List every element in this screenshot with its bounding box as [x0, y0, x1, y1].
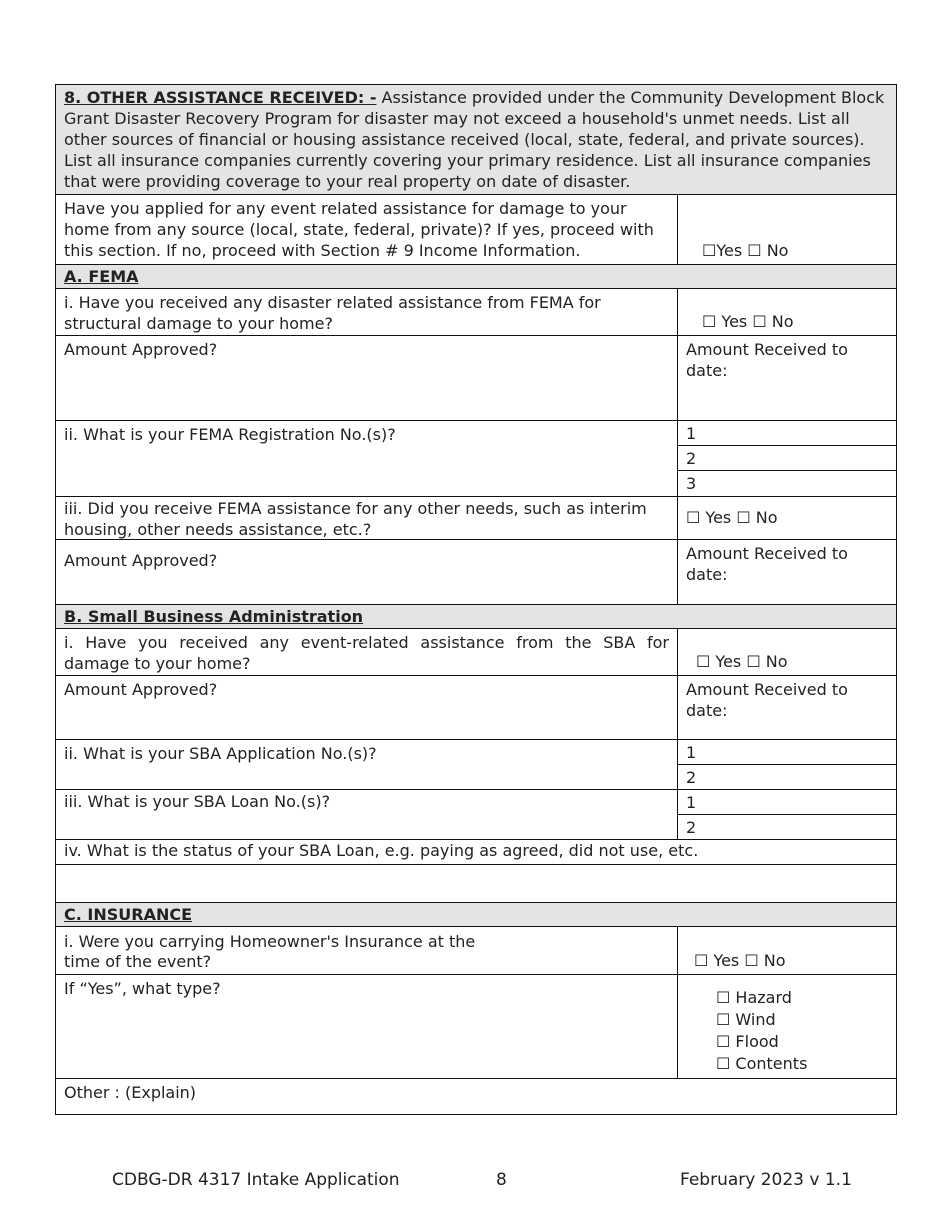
insurance-header-row — [56, 902, 896, 926]
sba-q3: iii. What is your SBA Loan No.(s)? — [56, 790, 678, 839]
sba-application-1[interactable]: 1 — [678, 740, 896, 765]
fema-header-row — [56, 264, 896, 288]
other-assistance-form — [55, 84, 897, 1115]
sba-loan-1[interactable]: 1 — [678, 790, 896, 815]
sba-q1-row — [56, 628, 896, 675]
insurance-other[interactable]: Other : (Explain) — [64, 1083, 197, 1102]
footer-page-number: 8 — [496, 1170, 507, 1190]
insurance-q1-line2: time of the event? — [64, 952, 212, 971]
fema-q3: iii. Did you receive FEMA assistance for any other needs, such as interim housing, other needs assistance, etc.? — [56, 497, 678, 539]
fema-registration-3[interactable]: 3 — [686, 474, 697, 493]
insurance-q1-row — [56, 926, 896, 974]
fema-header: A. FEMA — [64, 267, 139, 286]
section8-header-row — [56, 85, 896, 194]
applied-yes-no[interactable]: ☐Yes ☐ No — [702, 241, 789, 260]
fema-q1-row — [56, 288, 896, 335]
sba-amount-approved[interactable]: Amount Approved? — [56, 676, 678, 739]
applied-row — [56, 194, 896, 264]
sba-q2: ii. What is your SBA Application No.(s)? — [56, 740, 678, 789]
sba-amount-received[interactable]: Amount Received to date: — [686, 680, 848, 720]
footer-document-title: CDBG-DR 4317 Intake Application — [112, 1170, 400, 1190]
sba-q4: iv. What is the status of your SBA Loan, e.g. paying as agreed, did not use, etc. — [64, 841, 699, 860]
insurance-type-wind[interactable]: ☐ Wind — [716, 1010, 776, 1029]
insurance-type-flood[interactable]: ☐ Flood — [716, 1032, 779, 1051]
sba-q4-row — [56, 839, 896, 864]
fema-amount-received[interactable]: Amount Received to date: — [686, 340, 848, 380]
footer-version: February 2023 v 1.1 — [680, 1170, 852, 1190]
sba-loan-list — [678, 790, 896, 839]
fema-registration-2[interactable]: 2 — [678, 446, 896, 471]
applied-question: Have you applied for any event related assistance for damage to your home from any source (local, state, federal, private)? If yes, proceed with this section. If no, proceed with Section # 9 Income Information. — [56, 195, 678, 264]
insurance-header: C. INSURANCE — [64, 905, 193, 924]
insurance-q1-line1: i. Were you carrying Homeowner's Insurance at the — [64, 932, 476, 951]
insurance-other-row — [56, 1078, 896, 1114]
insurance-q1 — [56, 927, 678, 974]
insurance-type-hazard[interactable]: ☐ Hazard — [716, 988, 792, 1007]
fema-q3-yes-no[interactable]: ☐ Yes ☐ No — [686, 508, 778, 527]
sba-application-row — [56, 739, 896, 789]
fema-registration-list — [678, 421, 896, 496]
insurance-type-question: If “Yes”, what type? — [56, 975, 678, 1078]
fema-amount-approved-2[interactable]: Amount Approved? — [56, 540, 678, 604]
sba-loan-2[interactable]: 2 — [686, 818, 697, 837]
insurance-q1-yes-no[interactable]: ☐ Yes ☐ No — [694, 951, 786, 970]
fema-amount-row-2 — [56, 539, 896, 604]
insurance-type-row — [56, 974, 896, 1078]
fema-amount-row — [56, 335, 896, 420]
section8-intro: Assistance provided under the Community Development Block Grant Disaster Recovery Program for disaster may not exceed a household's unmet needs. List all other sources of financial or housing assistance received (local, state, federal, and private sources). List all insurance companies currently covering your primary residence. List all insurance companies that were providing coverage to your real property on date of disaster. — [64, 88, 885, 191]
sba-header: B. Small Business Administration — [64, 607, 364, 626]
insurance-type-list — [678, 975, 896, 1078]
fema-q1: i. Have you received any disaster related assistance from FEMA for structural damage to your home? — [56, 289, 678, 335]
fema-amount-approved[interactable]: Amount Approved? — [56, 336, 678, 420]
fema-q1-yes-no[interactable]: ☐ Yes ☐ No — [702, 312, 794, 331]
sba-status-answer[interactable] — [56, 865, 896, 902]
sba-application-list — [678, 740, 896, 789]
fema-registration-row — [56, 420, 896, 496]
sba-application-2[interactable]: 2 — [686, 768, 697, 787]
sba-amount-row — [56, 675, 896, 739]
sba-status-answer-row — [56, 864, 896, 902]
fema-q2: ii. What is your FEMA Registration No.(s)? — [56, 421, 678, 496]
fema-q3-row — [56, 496, 896, 539]
section8-title: 8. OTHER ASSISTANCE RECEIVED: - — [64, 88, 377, 107]
sba-loan-row — [56, 789, 896, 839]
sba-header-row — [56, 604, 896, 628]
insurance-type-contents[interactable]: ☐ Contents — [716, 1054, 808, 1073]
sba-q1: i. Have you received any event-related assistance from the SBA for damage to your home? — [56, 629, 678, 675]
fema-amount-received-2[interactable]: Amount Received to date: — [686, 544, 848, 584]
fema-registration-1[interactable]: 1 — [678, 421, 896, 446]
sba-q1-yes-no[interactable]: ☐ Yes ☐ No — [696, 652, 788, 671]
